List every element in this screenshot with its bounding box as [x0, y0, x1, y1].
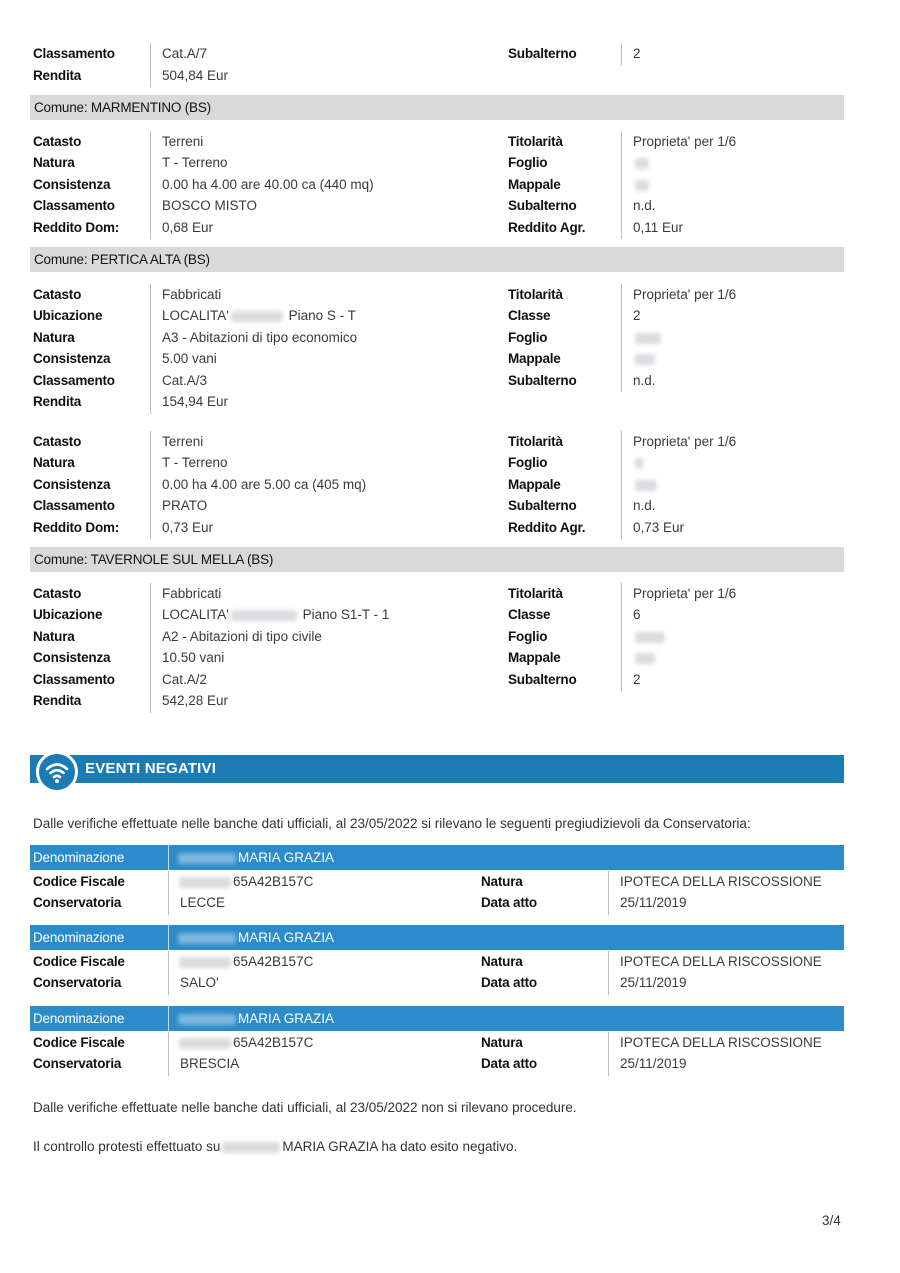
- column-divider: [608, 1032, 609, 1076]
- value-denominazione: MARIA GRAZIA: [176, 1006, 334, 1031]
- label-subalterno: Subalterno: [508, 373, 577, 388]
- label-classamento: Classamento: [33, 672, 115, 687]
- value-foglio-redacted: [633, 327, 663, 348]
- label-rendita: Rendita: [33, 693, 82, 708]
- denominazione-bar: [30, 845, 844, 870]
- value-subalterno: 2: [633, 672, 641, 687]
- value-rendita: 154,94 Eur: [162, 394, 229, 409]
- label-consistenza: Consistenza: [33, 177, 111, 192]
- value-classe: 2: [633, 308, 641, 323]
- label-classamento: Classamento: [33, 198, 115, 213]
- column-divider: [168, 845, 169, 870]
- wifi-signal-icon: [36, 751, 78, 793]
- value-catasto: Fabbricati: [162, 586, 222, 601]
- property-block: [30, 431, 844, 539]
- label-natura: Natura: [481, 954, 523, 969]
- value-consistenza: 0.00 ha 4.00 are 5.00 ca (405 mq): [162, 477, 367, 492]
- column-divider: [168, 951, 169, 995]
- denominazione-bar: [30, 925, 844, 950]
- label-codice-fiscale: Codice Fiscale: [33, 954, 125, 969]
- value-foglio-redacted: [633, 152, 651, 173]
- label-natura: Natura: [33, 330, 75, 345]
- label-subalterno: Subalterno: [508, 46, 577, 61]
- label-foglio: Foglio: [508, 629, 548, 644]
- label-catasto: Catasto: [33, 434, 82, 449]
- label-foglio: Foglio: [508, 330, 548, 345]
- value-classamento: Cat.A/7: [162, 46, 208, 61]
- value-mappale-redacted: [633, 647, 657, 668]
- ubicazione-suffix: Piano S1-T - 1: [302, 607, 390, 622]
- value-mappale-redacted: [633, 348, 657, 369]
- column-divider: [150, 284, 151, 414]
- column-divider: [621, 431, 622, 539]
- label-data-atto: Data atto: [481, 895, 537, 910]
- value-ubicazione: [162, 305, 356, 326]
- label-natura: Natura: [481, 1035, 523, 1050]
- property-block-top: [30, 43, 844, 87]
- label-mappale: Mappale: [508, 177, 561, 192]
- value-titolarita: Proprieta' per 1/6: [633, 134, 737, 149]
- label-reddito-agr: Reddito Agr.: [508, 520, 586, 535]
- value-natura: A3 - Abitazioni di tipo economico: [162, 330, 358, 345]
- value-reddito-dom: 0,73 Eur: [162, 520, 214, 535]
- value-consistenza: 0.00 ha 4.00 are 40.00 ca (440 mq): [162, 177, 374, 192]
- value-subalterno: n.d.: [633, 373, 656, 388]
- value-foglio-redacted: [633, 626, 667, 647]
- column-divider: [150, 131, 151, 239]
- value-subalterno: 2: [633, 46, 641, 61]
- value-catasto: Fabbricati: [162, 287, 222, 302]
- evento-record: [30, 1032, 844, 1076]
- value-foglio-redacted: [633, 452, 645, 473]
- section-header-eventi-negativi: [30, 755, 844, 783]
- label-reddito-agr: Reddito Agr.: [508, 220, 586, 235]
- property-block: [30, 284, 844, 414]
- label-classamento: Classamento: [33, 373, 115, 388]
- value-mappale-redacted: [633, 474, 659, 495]
- value-subalterno: n.d.: [633, 198, 656, 213]
- column-divider: [168, 925, 169, 950]
- comune-header: Comune: TAVERNOLE SUL MELLA (BS): [30, 547, 844, 572]
- value-classamento: Cat.A/2: [162, 672, 208, 687]
- label-data-atto: Data atto: [481, 1056, 537, 1071]
- label-ubicazione: Ubicazione: [33, 308, 103, 323]
- value-titolarita: Proprieta' per 1/6: [633, 287, 737, 302]
- value-classamento: BOSCO MISTO: [162, 198, 258, 213]
- value-classamento: PRATO: [162, 498, 208, 513]
- value-codice-fiscale: 65A42B157C: [177, 871, 313, 892]
- column-divider: [150, 431, 151, 539]
- column-divider: [621, 284, 622, 392]
- label-natura: Natura: [33, 629, 75, 644]
- label-consistenza: Consistenza: [33, 351, 111, 366]
- label-codice-fiscale: Codice Fiscale: [33, 874, 125, 889]
- label-natura: Natura: [33, 155, 75, 170]
- column-divider: [621, 131, 622, 239]
- value-codice-fiscale: 65A42B157C: [177, 1032, 313, 1053]
- ubicazione-prefix: LOCALITA': [162, 308, 229, 323]
- label-reddito-dom: Reddito Dom:: [33, 520, 120, 535]
- label-titolarita: Titolarità: [508, 586, 563, 601]
- value-classe: 6: [633, 607, 641, 622]
- value-data-atto: 25/11/2019: [620, 1056, 687, 1071]
- value-natura: IPOTECA DELLA RISCOSSIONE: [620, 874, 822, 889]
- denominazione-bar: [30, 1006, 844, 1031]
- label-ubicazione: Ubicazione: [33, 607, 103, 622]
- value-conservatoria: LECCE: [180, 895, 226, 910]
- label-mappale: Mappale: [508, 351, 561, 366]
- procedure-text: Dalle verifiche effettuate nelle banche dati ufficiali, al 23/05/2022 non si rilevano procedure.: [33, 1100, 577, 1115]
- protesti-text: Il controllo protesti effettuato su MARIA GRAZIA ha dato esito negativo.: [33, 1139, 518, 1154]
- label-rendita: Rendita: [33, 394, 82, 409]
- value-mappale-redacted: [633, 174, 651, 195]
- value-natura: IPOTECA DELLA RISCOSSIONE: [620, 954, 822, 969]
- evento-record: [30, 951, 844, 995]
- label-natura: Natura: [481, 874, 523, 889]
- label-titolarita: Titolarità: [508, 134, 563, 149]
- label-classamento: Classamento: [33, 498, 115, 513]
- evento-record: [30, 871, 844, 915]
- value-natura: IPOTECA DELLA RISCOSSIONE: [620, 1035, 822, 1050]
- value-reddito-dom: 0,68 Eur: [162, 220, 214, 235]
- eventi-intro-text: Dalle verifiche effettuate nelle banche dati ufficiali, al 23/05/2022 si rilevano le seguenti pregiudizievoli da Conservatoria:: [33, 816, 751, 831]
- label-denominazione: Denominazione: [33, 850, 125, 865]
- value-titolarita: Proprieta' per 1/6: [633, 586, 737, 601]
- label-consistenza: Consistenza: [33, 650, 111, 665]
- column-divider: [608, 871, 609, 915]
- label-mappale: Mappale: [508, 477, 561, 492]
- label-subalterno: Subalterno: [508, 672, 577, 687]
- label-titolarita: Titolarità: [508, 287, 563, 302]
- label-foglio: Foglio: [508, 155, 548, 170]
- label-data-atto: Data atto: [481, 975, 537, 990]
- value-denominazione: MARIA GRAZIA: [176, 845, 334, 870]
- label-catasto: Catasto: [33, 134, 82, 149]
- column-divider: [621, 43, 622, 65]
- label-consistenza: Consistenza: [33, 477, 111, 492]
- value-codice-fiscale: 65A42B157C: [177, 951, 313, 972]
- value-natura: T - Terreno: [162, 455, 228, 470]
- column-divider: [168, 871, 169, 915]
- label-codice-fiscale: Codice Fiscale: [33, 1035, 125, 1050]
- label-titolarita: Titolarità: [508, 434, 563, 449]
- label-denominazione: Denominazione: [33, 1011, 125, 1026]
- value-conservatoria: SALO': [180, 975, 219, 990]
- value-reddito-agr: 0,73 Eur: [633, 520, 685, 535]
- ubicazione-prefix: LOCALITA': [162, 607, 229, 622]
- column-divider: [150, 43, 151, 87]
- column-divider: [608, 951, 609, 995]
- value-rendita: 542,28 Eur: [162, 693, 229, 708]
- column-divider: [168, 1032, 169, 1076]
- label-mappale: Mappale: [508, 650, 561, 665]
- label-conservatoria: Conservatoria: [33, 1056, 122, 1071]
- value-consistenza: 5.00 vani: [162, 351, 217, 366]
- value-natura: A2 - Abitazioni di tipo civile: [162, 629, 322, 644]
- column-divider: [621, 583, 622, 691]
- column-divider: [150, 583, 151, 713]
- value-data-atto: 25/11/2019: [620, 975, 687, 990]
- label-subalterno: Subalterno: [508, 498, 577, 513]
- label-catasto: Catasto: [33, 287, 82, 302]
- value-classamento: Cat.A/3: [162, 373, 208, 388]
- label-conservatoria: Conservatoria: [33, 975, 122, 990]
- label-classe: Classe: [508, 607, 551, 622]
- value-catasto: Terreni: [162, 134, 204, 149]
- property-block: [30, 131, 844, 239]
- value-consistenza: 10.50 vani: [162, 650, 225, 665]
- label-catasto: Catasto: [33, 586, 82, 601]
- value-titolarita: Proprieta' per 1/6: [633, 434, 737, 449]
- column-divider: [168, 1006, 169, 1031]
- comune-header: Comune: PERTICA ALTA (BS): [30, 247, 844, 272]
- label-classe: Classe: [508, 308, 551, 323]
- comune-header: Comune: MARMENTINO (BS): [30, 95, 844, 120]
- value-natura: T - Terreno: [162, 155, 228, 170]
- value-catasto: Terreni: [162, 434, 204, 449]
- page-number: 3/4: [822, 1213, 841, 1228]
- label-denominazione: Denominazione: [33, 930, 125, 945]
- value-denominazione: MARIA GRAZIA: [176, 925, 334, 950]
- value-reddito-agr: 0,11 Eur: [633, 220, 684, 235]
- label-conservatoria: Conservatoria: [33, 895, 122, 910]
- label-rendita: Rendita: [33, 68, 82, 83]
- label-subalterno: Subalterno: [508, 198, 577, 213]
- value-conservatoria: BRESCIA: [180, 1056, 240, 1071]
- value-ubicazione: [162, 604, 389, 625]
- label-classamento: Classamento: [33, 46, 115, 61]
- value-data-atto: 25/11/2019: [620, 895, 687, 910]
- label-natura: Natura: [33, 455, 75, 470]
- value-rendita: 504,84 Eur: [162, 68, 229, 83]
- section-title: EVENTI NEGATIVI: [85, 760, 217, 777]
- label-foglio: Foglio: [508, 455, 548, 470]
- ubicazione-suffix: Piano S - T: [288, 308, 356, 323]
- value-subalterno: n.d.: [633, 498, 656, 513]
- label-reddito-dom: Reddito Dom:: [33, 220, 120, 235]
- property-block: [30, 583, 844, 713]
